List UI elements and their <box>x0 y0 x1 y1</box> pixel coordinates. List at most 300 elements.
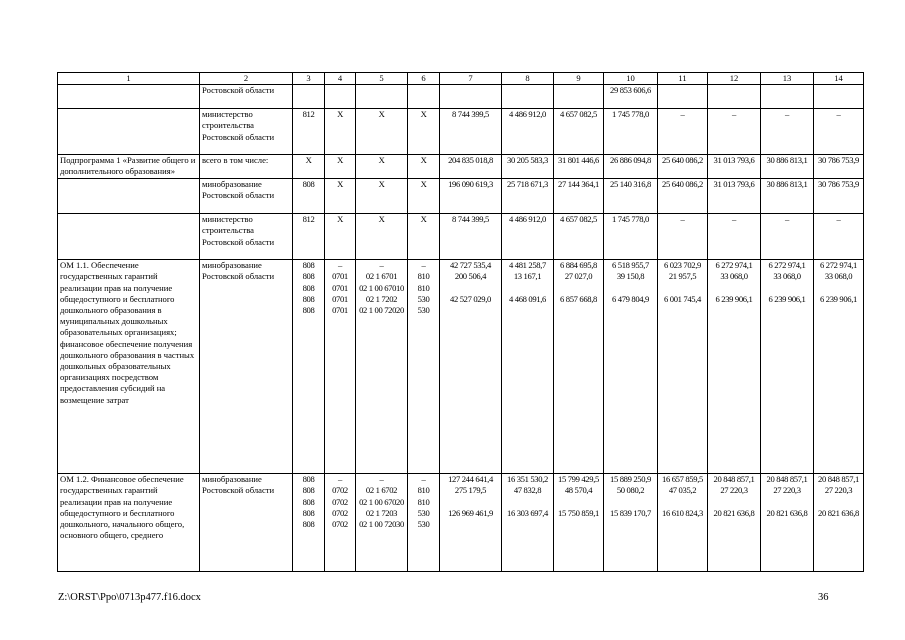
value-cell <box>408 109 440 155</box>
column-number: 10 <box>604 73 658 85</box>
value-cell <box>708 85 761 109</box>
cell-value: X <box>337 155 343 166</box>
value-cell <box>554 179 604 214</box>
cell-value: 4 486 912,0 <box>509 214 546 225</box>
cell-value: 13 167,1 <box>513 271 542 282</box>
cell-value: 810 <box>417 485 430 496</box>
cell-value: X <box>378 214 385 225</box>
cell-value: 808 <box>302 260 315 271</box>
value-cell <box>293 85 325 109</box>
value-cell <box>356 260 408 474</box>
column-number: 11 <box>658 73 708 85</box>
cell-value: 02 1 6701 <box>365 271 398 282</box>
value-cell <box>356 155 408 179</box>
table-row <box>58 260 864 474</box>
cell-value: 20 848 857,1 <box>766 474 808 485</box>
value-cell <box>604 214 658 260</box>
value-cell <box>502 155 554 179</box>
cell-value: 27 027,0 <box>564 271 593 282</box>
cell-value <box>440 305 501 316</box>
responsible-cell: минобразование Ростовской области <box>200 474 293 572</box>
cell-value: – <box>680 109 685 120</box>
cell-value: 0701 <box>332 282 348 293</box>
value-cell <box>440 155 502 179</box>
cell-value: 0702 <box>332 485 348 496</box>
cell-value: 530 <box>417 293 430 304</box>
cell-value: 6 239 906,1 <box>715 293 753 304</box>
value-cell <box>814 260 864 474</box>
cell-value: X <box>337 179 343 190</box>
column-number: 8 <box>502 73 554 85</box>
table-row <box>58 179 864 214</box>
value-cell <box>658 474 708 572</box>
cell-value: 33 068,0 <box>824 271 853 282</box>
cell-value: 02 1 7203 <box>365 507 398 518</box>
cell-value: 8 744 399,5 <box>452 214 489 225</box>
cell-value: X <box>337 109 343 120</box>
cell-value: – <box>338 474 342 485</box>
cell-value: 21 957,5 <box>668 271 697 282</box>
program-cell: Подпрограмма 1 «Развитие общего и дополнительного образования» <box>58 155 200 179</box>
cell-value: 808 <box>302 304 315 315</box>
column-number: 13 <box>761 73 814 85</box>
cell-value: 808 <box>302 293 315 304</box>
column-number: 1 <box>58 73 200 85</box>
cell-value: 0701 <box>332 304 348 315</box>
value-cell <box>293 474 325 572</box>
value-cell <box>604 155 658 179</box>
cell-value: 25 640 086,2 <box>662 155 703 166</box>
cell-value: X <box>420 109 427 120</box>
column-number: 4 <box>325 73 356 85</box>
value-cell <box>325 85 356 109</box>
cell-value <box>604 283 657 294</box>
table-row <box>58 109 864 155</box>
cell-value: 25 140 316,8 <box>610 179 651 190</box>
value-cell <box>604 260 658 474</box>
cell-value: 204 835 018,8 <box>448 155 493 166</box>
cell-value: 6 023 702,9 <box>664 260 701 271</box>
cell-value <box>554 497 603 508</box>
cell-value: 1 745 778,0 <box>612 214 649 225</box>
cell-value <box>658 305 707 316</box>
cell-value <box>708 519 760 530</box>
value-cell <box>440 474 502 572</box>
cell-value <box>604 305 657 316</box>
value-cell <box>658 85 708 109</box>
cell-value <box>708 85 760 96</box>
cell-value <box>658 85 707 96</box>
cell-value: 530 <box>417 507 430 518</box>
column-number: 6 <box>408 73 440 85</box>
cell-value: 48 570,4 <box>564 485 593 496</box>
value-cell <box>761 474 814 572</box>
value-cell <box>440 260 502 474</box>
value-cell <box>761 260 814 474</box>
value-cell <box>604 85 658 109</box>
table-row <box>58 214 864 260</box>
cell-value: 15 750 859,1 <box>558 507 599 518</box>
cell-value: 8 744 399,5 <box>452 109 489 120</box>
value-cell <box>761 109 814 155</box>
cell-value: 0702 <box>332 518 348 529</box>
value-cell <box>325 109 356 155</box>
cell-value: 33 068,0 <box>720 271 748 282</box>
cell-value <box>408 85 439 96</box>
cell-value <box>502 283 553 294</box>
cell-value: 20 848 857,1 <box>713 474 755 485</box>
value-cell <box>814 179 864 214</box>
cell-value: 16 351 530,2 <box>507 474 548 485</box>
value-cell <box>554 474 604 572</box>
cell-value: 808 <box>302 271 315 282</box>
value-cell <box>604 179 658 214</box>
value-cell <box>408 85 440 109</box>
value-cell <box>502 179 554 214</box>
cell-value <box>604 497 657 508</box>
value-cell <box>440 85 502 109</box>
table-row <box>58 155 864 179</box>
value-cell <box>408 214 440 260</box>
cell-value <box>761 519 813 530</box>
program-cell <box>58 214 200 260</box>
value-cell <box>814 214 864 260</box>
value-cell <box>658 260 708 474</box>
cell-value: 808 <box>302 282 315 293</box>
value-cell <box>761 85 814 109</box>
cell-value: 6 479 804,9 <box>612 293 649 304</box>
cell-value: 39 150,8 <box>616 271 645 282</box>
value-cell <box>658 109 708 155</box>
cell-value <box>356 85 407 96</box>
responsible-cell: министерство строительства Ростовской области <box>200 109 293 155</box>
value-cell <box>708 109 761 155</box>
value-cell <box>325 214 356 260</box>
cell-value: – <box>379 474 384 485</box>
value-cell <box>502 85 554 109</box>
cell-value: – <box>732 214 736 225</box>
cell-value: 50 080,2 <box>616 485 645 496</box>
value-cell <box>293 109 325 155</box>
responsible-cell: минобразование Ростовской области <box>200 179 293 214</box>
column-number: 2 <box>200 73 293 85</box>
cell-value <box>440 283 501 294</box>
table-row <box>58 85 864 109</box>
value-cell <box>293 214 325 260</box>
cell-value <box>440 497 501 508</box>
cell-value: 196 090 619,3 <box>448 179 493 190</box>
cell-value: 6 272 974,1 <box>768 260 806 271</box>
value-cell <box>356 214 408 260</box>
column-number: 12 <box>708 73 761 85</box>
cell-value: 31 013 793,6 <box>713 155 755 166</box>
cell-value: X <box>378 179 385 190</box>
cell-value <box>814 497 863 508</box>
cell-value: 808 <box>302 485 315 496</box>
cell-value <box>554 85 603 96</box>
value-cell <box>708 214 761 260</box>
cell-value: 6 001 745,4 <box>664 293 701 304</box>
cell-value: 30 786 753,9 <box>818 155 859 166</box>
cell-value: 20 848 857,1 <box>818 474 859 485</box>
value-cell <box>554 85 604 109</box>
cell-value: – <box>785 214 789 225</box>
cell-value: 4 468 091,6 <box>509 293 546 304</box>
value-cell <box>814 85 864 109</box>
value-cell <box>408 260 440 474</box>
cell-value: X <box>337 214 343 225</box>
value-cell <box>761 179 814 214</box>
value-cell <box>761 214 814 260</box>
value-cell <box>356 85 408 109</box>
value-cell <box>708 179 761 214</box>
responsible-cell: минобразование Ростовской области <box>200 260 293 474</box>
cell-value <box>658 519 707 530</box>
value-cell <box>408 474 440 572</box>
value-cell <box>408 179 440 214</box>
cell-value <box>440 85 501 96</box>
cell-value: 27 220,3 <box>773 485 801 496</box>
value-cell <box>708 155 761 179</box>
cell-value: 15 889 250,9 <box>610 474 651 485</box>
budget-table <box>57 72 864 572</box>
cell-value: 0702 <box>332 496 348 507</box>
cell-value: 4 657 082,5 <box>560 109 597 120</box>
cell-value: 6 884 695,8 <box>560 260 597 271</box>
cell-value <box>502 497 553 508</box>
cell-value <box>554 519 603 530</box>
cell-value: 6 272 974,1 <box>820 260 857 271</box>
cell-value: 810 <box>417 496 430 507</box>
value-cell <box>293 155 325 179</box>
cell-value <box>708 497 760 508</box>
value-cell <box>325 474 356 572</box>
cell-value <box>325 85 355 96</box>
cell-value: – <box>732 109 736 120</box>
cell-value: – <box>379 260 384 271</box>
cell-value: 530 <box>417 304 430 315</box>
cell-value: 812 <box>302 214 315 225</box>
cell-value: 47 832,8 <box>513 485 542 496</box>
cell-value <box>814 85 863 96</box>
column-number: 14 <box>814 73 864 85</box>
cell-value <box>814 305 863 316</box>
program-cell: ОМ 1.2. Финансовое обеспечение государственных гарантий реализации прав на получение общедоступного и бесплатного дошкольного, начального общего, основного общего, среднего <box>58 474 200 572</box>
value-cell <box>658 155 708 179</box>
value-cell <box>440 109 502 155</box>
cell-value: X <box>420 179 427 190</box>
cell-value: 1 745 778,0 <box>612 109 649 120</box>
cell-value: 02 1 00 67010 <box>359 282 404 293</box>
value-cell <box>356 109 408 155</box>
cell-value: 30 205 583,3 <box>507 155 548 166</box>
cell-value <box>554 305 603 316</box>
cell-value: – <box>836 214 841 225</box>
cell-value <box>708 283 760 294</box>
cell-value: 0701 <box>332 293 348 304</box>
cell-value: 200 506,4 <box>454 271 487 282</box>
value-cell <box>554 109 604 155</box>
cell-value <box>708 305 760 316</box>
cell-value: 6 518 955,7 <box>612 260 649 271</box>
program-cell <box>58 179 200 214</box>
cell-value <box>502 305 553 316</box>
cell-value <box>761 283 813 294</box>
cell-value: 31 801 446,6 <box>558 155 599 166</box>
value-cell <box>814 155 864 179</box>
cell-value: 02 1 00 72020 <box>359 304 404 315</box>
cell-value: 4 481 258,7 <box>509 260 546 271</box>
value-cell <box>408 155 440 179</box>
cell-value: 15 799 429,5 <box>558 474 599 485</box>
value-cell <box>293 179 325 214</box>
cell-value: 4 657 082,5 <box>560 214 597 225</box>
value-cell <box>325 179 356 214</box>
cell-value <box>502 85 553 96</box>
cell-value: 33 068,0 <box>773 271 801 282</box>
cell-value: 25 640 086,2 <box>662 179 703 190</box>
responsible-cell: Ростовской области <box>200 85 293 109</box>
cell-value <box>293 85 324 96</box>
cell-value: 15 839 170,7 <box>610 507 651 518</box>
cell-value: X <box>305 155 312 166</box>
cell-value: 16 610 824,3 <box>662 507 703 518</box>
cell-value: 808 <box>302 518 315 529</box>
responsible-cell: министерство строительства Ростовской области <box>200 214 293 260</box>
cell-value: 42 527 029,0 <box>450 293 491 304</box>
cell-value: 27 220,3 <box>824 485 853 496</box>
value-cell <box>440 179 502 214</box>
cell-value <box>658 283 707 294</box>
value-cell <box>708 260 761 474</box>
cell-value: 30 886 813,1 <box>766 155 808 166</box>
cell-value: 6 239 906,1 <box>768 293 806 304</box>
cell-value: 808 <box>302 179 315 190</box>
cell-value: 808 <box>302 496 315 507</box>
cell-value: 4 486 912,0 <box>509 109 546 120</box>
cell-value: – <box>680 214 685 225</box>
cell-value: 02 1 7202 <box>365 293 398 304</box>
program-cell <box>58 85 200 109</box>
column-number: 9 <box>554 73 604 85</box>
cell-value: 26 886 094,8 <box>610 155 651 166</box>
cell-value: 810 <box>417 271 430 282</box>
value-cell <box>502 260 554 474</box>
table-body <box>58 85 864 572</box>
value-cell <box>814 474 864 572</box>
value-cell <box>293 260 325 474</box>
cell-value: 0701 <box>332 271 348 282</box>
cell-value: 6 857 668,8 <box>560 293 597 304</box>
cell-value: 808 <box>302 507 315 518</box>
value-cell <box>502 214 554 260</box>
cell-value <box>761 85 813 96</box>
cell-value <box>554 283 603 294</box>
value-cell <box>356 179 408 214</box>
cell-value <box>604 519 657 530</box>
column-number: 7 <box>440 73 502 85</box>
footer-file-path: Z:\ORST\Ppo\0713p477.f16.docx <box>58 592 201 603</box>
cell-value <box>814 519 863 530</box>
value-cell <box>658 214 708 260</box>
cell-value <box>761 497 813 508</box>
cell-value: 20 821 636,8 <box>766 507 808 518</box>
cell-value: 6 272 974,1 <box>715 260 753 271</box>
cell-value: 27 144 364,1 <box>558 179 599 190</box>
value-cell <box>604 109 658 155</box>
cell-value: 0702 <box>332 507 348 518</box>
cell-value <box>761 305 813 316</box>
cell-value: – <box>338 260 342 271</box>
cell-value: 30 886 813,1 <box>766 179 808 190</box>
cell-value: 16 303 697,4 <box>507 507 548 518</box>
cell-value: 31 013 793,6 <box>713 179 755 190</box>
footer-page-number: 36 <box>818 592 829 603</box>
value-cell <box>604 474 658 572</box>
cell-value: 275 179,5 <box>454 485 487 496</box>
cell-value: 42 727 535,4 <box>450 260 491 271</box>
cell-value: X <box>378 155 385 166</box>
value-cell <box>325 155 356 179</box>
value-cell <box>502 109 554 155</box>
value-cell <box>658 179 708 214</box>
cell-value: 126 969 461,9 <box>448 507 493 518</box>
value-cell <box>554 260 604 474</box>
responsible-cell: всего в том числе: <box>200 155 293 179</box>
value-cell <box>440 214 502 260</box>
value-cell <box>554 155 604 179</box>
value-cell <box>554 214 604 260</box>
cell-value: 808 <box>302 474 315 485</box>
cell-value: 20 821 636,8 <box>713 507 755 518</box>
cell-value: 47 035,2 <box>668 485 697 496</box>
cell-value: 16 657 859,5 <box>662 474 703 485</box>
cell-value: 02 1 00 67020 <box>359 496 404 507</box>
cell-value: 127 244 641,4 <box>448 474 493 485</box>
column-number-row <box>58 73 864 85</box>
value-cell <box>502 474 554 572</box>
cell-value: 02 1 00 72030 <box>359 518 404 529</box>
cell-value: – <box>421 260 426 271</box>
column-number: 5 <box>356 73 408 85</box>
cell-value: X <box>378 109 385 120</box>
cell-value: X <box>420 155 427 166</box>
cell-value <box>658 497 707 508</box>
cell-value: – <box>421 474 426 485</box>
cell-value <box>440 519 501 530</box>
table-row <box>58 474 864 572</box>
cell-value: 29 853 606,6 <box>610 85 651 96</box>
cell-value: X <box>420 214 427 225</box>
cell-value: 810 <box>417 282 430 293</box>
cell-value: 20 821 636,8 <box>818 507 859 518</box>
cell-value <box>502 519 553 530</box>
cell-value <box>814 283 863 294</box>
cell-value: 02 1 6702 <box>365 485 398 496</box>
cell-value: – <box>836 109 841 120</box>
cell-value: 6 239 906,1 <box>820 293 857 304</box>
program-cell <box>58 109 200 155</box>
cell-value: 25 718 671,3 <box>507 179 548 190</box>
program-cell: ОМ 1.1. Обеспечение государственных гарантий реализации прав на получение общедоступного и бесплатного дошкольного образования в муниципальных дошкольных образовательных организациях; финансовое обеспечение получения дошкольного образования в частных дошкольных образовательных организациях посредством предоставления субсидий на возмещение затрат <box>58 260 200 474</box>
value-cell <box>325 260 356 474</box>
column-number: 3 <box>293 73 325 85</box>
cell-value: 530 <box>417 518 430 529</box>
cell-value: 812 <box>302 109 315 120</box>
value-cell <box>356 474 408 572</box>
cell-value: 27 220,3 <box>720 485 748 496</box>
cell-value: 30 786 753,9 <box>818 179 859 190</box>
